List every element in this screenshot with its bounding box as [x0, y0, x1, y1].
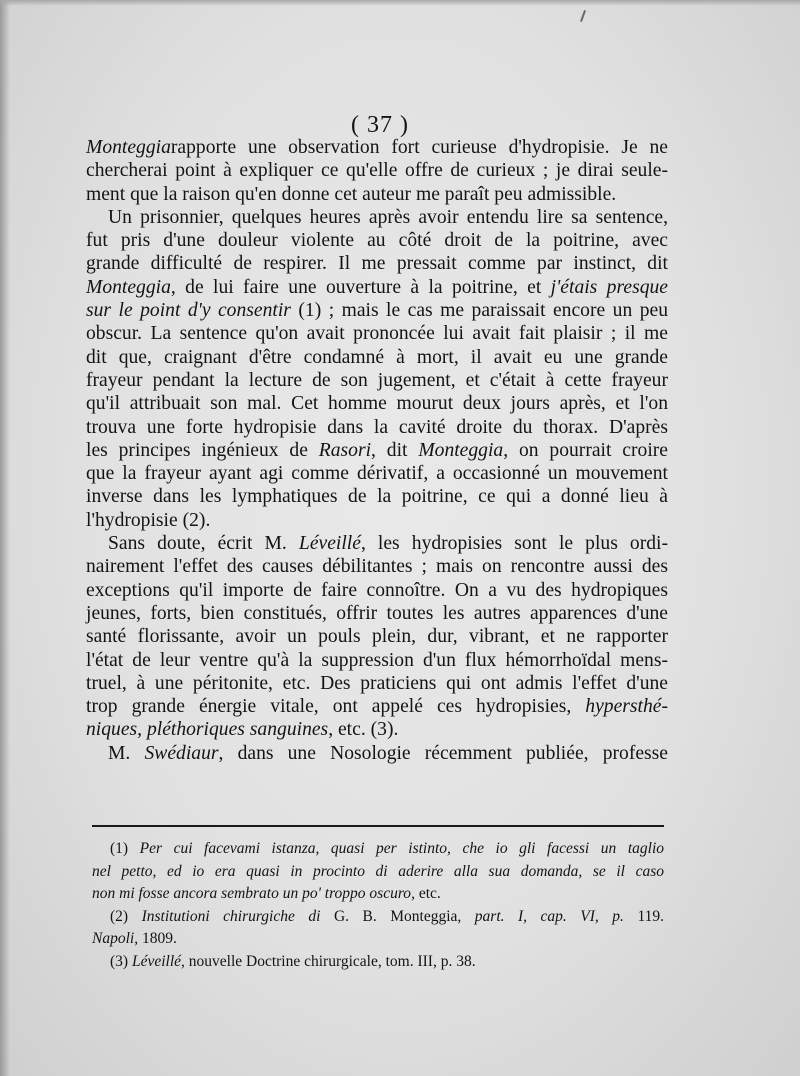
- text-line: Sans doute, écrit M. Léveillé, les hydropisies sont le plus ordi-: [108, 533, 669, 555]
- text-line: que la frayeur ayant agi comme dérivatif, a occasionné un mouvement: [86, 463, 668, 485]
- text-line: Un prisonnier, quelques heures après avoir entendu lire sa sentence,: [108, 206, 668, 228]
- text-line: trouva une forte hydropisie dans la cavité droite du thorax. D'après: [86, 416, 668, 438]
- text-line: qu'il attribuait son mal. Cet homme mourut deux jours après, et l'on: [86, 393, 668, 415]
- footnote-line: Napoli, 1809.: [92, 930, 177, 947]
- text-line: Monteggia, de lui faire une ouverture à la poitrine, et j'étais presque: [86, 276, 668, 298]
- text-line: santé florissante, avoir un pouls plein, dur, vibrant, et ne rapporter: [86, 626, 668, 648]
- footnote-line: (2) Institutioni chirurgiche di G. B. Monteggia, part. I, cap. VI, p. 119.: [110, 907, 664, 925]
- text-line: l'hydropisie (2).: [86, 509, 211, 531]
- main-text: [86, 136, 668, 765]
- text-line: exceptions qu'il importe de faire connoître. On a vu des hydropiques: [86, 579, 668, 601]
- footnote-line: (3) Léveillé, nouvelle Doctrine chirurgicale, tom. III, p. 38.: [110, 952, 476, 970]
- text-line: Monteggiarapporte une observation fort curieuse d'hydropisie. Je ne: [86, 137, 668, 158]
- text-line: nairement l'effet des causes débilitantes ; mais on rencontre aussi des: [86, 556, 668, 578]
- text-line: trop grande énergie vitale, ont appelé ces hydropisies, hypersthé-: [86, 696, 668, 718]
- footnotes: [92, 838, 664, 973]
- text-line: M. Swédiaur, dans une Nosologie récemment publiée, professe: [108, 742, 668, 764]
- ink-mark: [580, 10, 586, 22]
- text-line: fut pris d'une douleur violente au côté droit de la poitrine, avec: [86, 230, 668, 252]
- text-line: sur le point d'y consentir (1) ; mais le cas me paraissait encore un peu: [86, 300, 668, 322]
- text-line: niques, pléthoriques sanguines, etc. (3).: [86, 719, 399, 741]
- page-top-shadow: [0, 0, 800, 6]
- text-line: inverse dans les lymphatiques de la poitrine, ce qui a donné lieu à: [86, 486, 668, 508]
- text-line: dit que, craignant d'être condamné à mort, il avait eu une grande: [86, 346, 668, 368]
- text-line: obscur. La sentence qu'on avait prononcée lui avait fait plaisir ; il me: [86, 323, 668, 345]
- footnote-separator: [92, 825, 664, 827]
- text-line: ment que la raison qu'en donne cet auteur me paraît peu admissible.: [86, 183, 617, 205]
- text-line: frayeur pendant la lecture de son jugement, et c'était à cette frayeur: [86, 369, 668, 391]
- text-line: grande difficulté de respirer. Il me pressait comme par instinct, dit: [86, 253, 668, 275]
- author-name: Monteggia: [86, 137, 171, 158]
- text-line: les principes ingénieux de Rasori, dit Monteggia, on pourrait croire: [86, 439, 668, 461]
- footnote-line: non mi fosse ancora sembrato un po' troppo oscuro, etc.: [92, 885, 441, 902]
- footnote-line: nel petto, ed io era quasi in procinto di aderire alla sua domanda, se il caso: [92, 862, 664, 880]
- text-line: jeunes, forts, bien constitués, offrir toutes les autres apparences d'une: [86, 602, 668, 624]
- text-line: truel, à une péritonite, etc. Des praticiens qui ont admis l'effet d'une: [86, 672, 668, 694]
- page-number: ( 37 ): [351, 112, 409, 138]
- page-edge-shadow: [0, 0, 10, 1076]
- text-line: l'état de leur ventre qu'à la suppression d'un flux hémorrhoïdal mens-: [86, 649, 668, 671]
- text-line: chercherai point à expliquer ce qu'elle offre de curieux ; je dirai seule-: [86, 160, 668, 182]
- footnote-line: (1) Per cui facevami istanza, quasi per istinto, che io gli facessi un taglio: [110, 840, 665, 857]
